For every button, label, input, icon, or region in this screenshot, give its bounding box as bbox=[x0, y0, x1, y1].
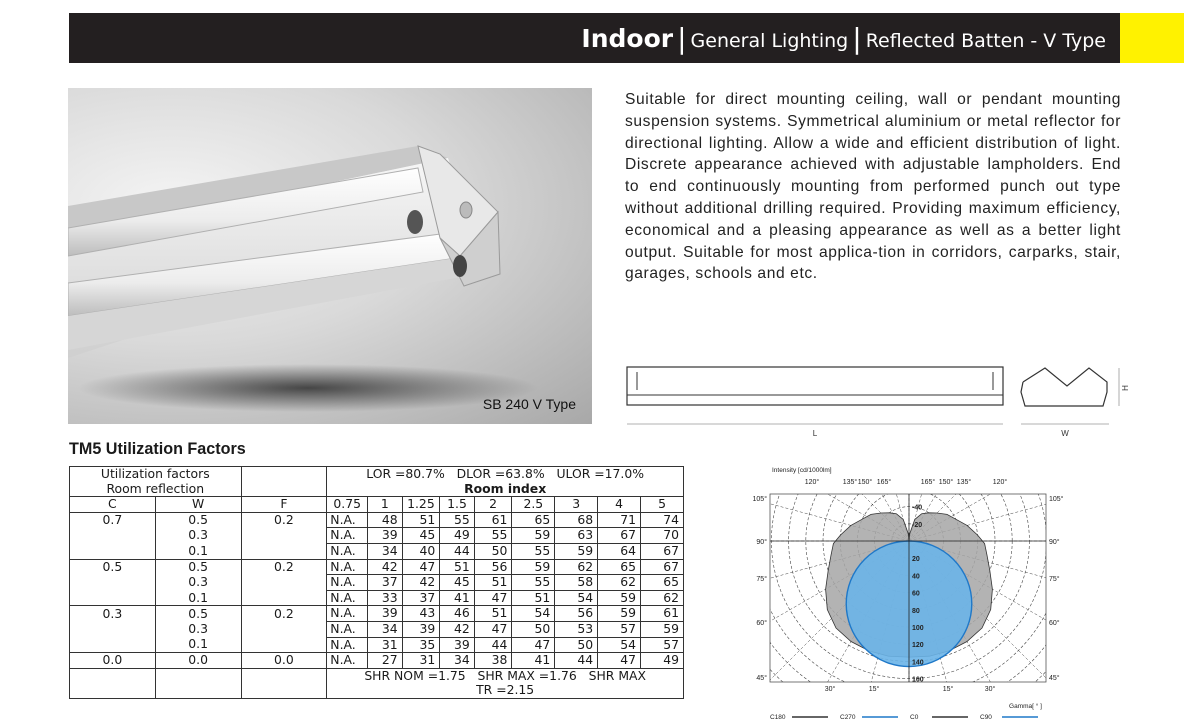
table-cell: 59 bbox=[555, 543, 598, 559]
table-cell: 0.3 bbox=[70, 606, 156, 622]
table-cell: N.A. bbox=[327, 606, 368, 622]
length-label: L bbox=[812, 429, 818, 438]
header-utilization-factors: Utilization factors bbox=[70, 467, 242, 482]
title-main: Indoor bbox=[581, 24, 674, 53]
table-cell: 57 bbox=[641, 637, 684, 653]
table-cell: N.A. bbox=[327, 559, 368, 575]
legend-label: C90 bbox=[980, 714, 992, 721]
table-cell: N.A. bbox=[327, 512, 368, 528]
title-separator: | bbox=[677, 22, 687, 55]
table-cell: 59 bbox=[512, 559, 555, 575]
table-cell: 50 bbox=[512, 621, 555, 637]
angle-label: 135° bbox=[842, 479, 858, 486]
table-cell: 42 bbox=[368, 559, 403, 575]
table-column-headers bbox=[70, 497, 684, 513]
table-cell: 61 bbox=[474, 512, 512, 528]
radial-label: 100 bbox=[912, 625, 924, 632]
table-cell: 47 bbox=[598, 653, 641, 669]
room-index-cell: 2 bbox=[474, 497, 512, 513]
dimension-drawing bbox=[625, 360, 1135, 440]
title-bar bbox=[69, 13, 1120, 63]
title-separator: | bbox=[852, 22, 862, 55]
legend-label: C180 bbox=[770, 714, 786, 721]
radial-label: 20 bbox=[912, 556, 920, 564]
table-cell: 55 bbox=[512, 575, 555, 591]
table-cell: 48 bbox=[368, 512, 403, 528]
table-cell: 34 bbox=[368, 621, 403, 637]
page-title bbox=[581, 13, 1106, 63]
angle-label: 150° bbox=[938, 479, 954, 486]
tm5-title: TM5 Utilization Factors bbox=[69, 439, 246, 458]
col-w-header: W bbox=[155, 497, 241, 513]
height-label: H bbox=[1121, 385, 1130, 391]
table-cell: 34 bbox=[368, 543, 403, 559]
table-cell: 74 bbox=[641, 512, 684, 528]
angle-label: 135° bbox=[956, 479, 972, 486]
table-cell: 51 bbox=[512, 590, 555, 606]
angle-label: 165° bbox=[920, 479, 936, 486]
table-cell: 54 bbox=[512, 606, 555, 622]
table-row bbox=[70, 559, 684, 575]
angle-label: 75° bbox=[1049, 576, 1060, 583]
table-cell: 44 bbox=[440, 543, 475, 559]
table-cell: 59 bbox=[598, 606, 641, 622]
angle-label: 30° bbox=[824, 686, 836, 693]
table-cell: 0.5 bbox=[155, 512, 241, 528]
table-cell: 35 bbox=[402, 637, 440, 653]
table-cell: 68 bbox=[555, 512, 598, 528]
table-cell: 41 bbox=[440, 590, 475, 606]
table-row bbox=[70, 512, 684, 528]
angle-label: 60° bbox=[1049, 620, 1060, 627]
table-cell: 65 bbox=[598, 559, 641, 575]
table-row bbox=[70, 528, 684, 544]
table-cell: N.A. bbox=[327, 528, 368, 544]
table-cell: 41 bbox=[512, 653, 555, 669]
utilization-factors-table bbox=[69, 466, 684, 699]
table-cell: 55 bbox=[512, 543, 555, 559]
table-cell bbox=[70, 543, 156, 559]
table-cell: 70 bbox=[641, 528, 684, 544]
table-cell: 62 bbox=[641, 590, 684, 606]
room-index-cell: 0.75 bbox=[327, 497, 368, 513]
table-cell: 0.1 bbox=[155, 637, 241, 653]
table-cell: N.A. bbox=[327, 621, 368, 637]
table-cell: N.A. bbox=[327, 575, 368, 591]
table-cell: 62 bbox=[598, 575, 641, 591]
table-cell bbox=[241, 590, 327, 606]
table-cell: 0.5 bbox=[155, 606, 241, 622]
table-cell bbox=[241, 543, 327, 559]
table-cell: 44 bbox=[474, 637, 512, 653]
table-cell: 0.3 bbox=[155, 575, 241, 591]
radial-label: 160 bbox=[912, 676, 924, 684]
table-cell: 27 bbox=[368, 653, 403, 669]
batten-side-view bbox=[627, 367, 1003, 405]
table-row bbox=[70, 590, 684, 606]
table-cell: 71 bbox=[598, 512, 641, 528]
radial-label: -40 bbox=[912, 504, 923, 512]
product-photo bbox=[68, 88, 592, 424]
table-cell: 33 bbox=[368, 590, 403, 606]
header-room-reflection: Room reflection bbox=[70, 482, 242, 497]
yellow-accent-block bbox=[1120, 13, 1184, 63]
table-cell: 0.3 bbox=[155, 621, 241, 637]
radial-label: -20 bbox=[912, 521, 923, 529]
angle-label: 30° bbox=[984, 686, 996, 693]
table-cell: 56 bbox=[555, 606, 598, 622]
table-cell: 47 bbox=[402, 559, 440, 575]
angle-label: 15° bbox=[868, 686, 880, 693]
angle-label: 105° bbox=[752, 496, 767, 503]
table-footer-row bbox=[70, 683, 684, 698]
table-cell: 43 bbox=[402, 606, 440, 622]
col-c-header: C bbox=[70, 497, 156, 513]
table-cell: 58 bbox=[555, 575, 598, 591]
angle-label: 120° bbox=[992, 479, 1008, 486]
table-cell: 40 bbox=[402, 543, 440, 559]
angle-label: 60° bbox=[756, 620, 767, 627]
table-cell: 67 bbox=[641, 543, 684, 559]
room-index-cell: 1.5 bbox=[440, 497, 475, 513]
radial-label: 120 bbox=[912, 642, 924, 650]
table-cell: 55 bbox=[440, 512, 475, 528]
table-cell: 65 bbox=[641, 575, 684, 591]
table-cell: 0.5 bbox=[70, 559, 156, 575]
table-cell: N.A. bbox=[327, 653, 368, 669]
footer-tr: TR =2.15 bbox=[327, 683, 684, 698]
angle-label: 165° bbox=[876, 479, 892, 486]
table-cell: 50 bbox=[555, 637, 598, 653]
table-cell bbox=[70, 590, 156, 606]
table-cell: 37 bbox=[402, 590, 440, 606]
table-cell: 38 bbox=[474, 653, 512, 669]
angle-label: 90° bbox=[756, 539, 767, 546]
table-footer-row bbox=[70, 668, 684, 683]
table-cell: 47 bbox=[512, 637, 555, 653]
room-index-cell: 4 bbox=[598, 497, 641, 513]
table-row bbox=[70, 621, 684, 637]
table-cell: 37 bbox=[368, 575, 403, 591]
table-cell: 47 bbox=[474, 621, 512, 637]
table-cell: 0.2 bbox=[241, 512, 327, 528]
table-cell: 0.3 bbox=[155, 528, 241, 544]
title-product: Reflected Batten - V Type bbox=[865, 30, 1106, 52]
angle-label: 45° bbox=[1049, 675, 1060, 682]
table-cell: N.A. bbox=[327, 637, 368, 653]
angle-label: 15° bbox=[942, 686, 954, 693]
table-cell: 42 bbox=[440, 621, 475, 637]
table-cell: 31 bbox=[402, 653, 440, 669]
table-cell: 50 bbox=[474, 543, 512, 559]
header-light-output-ratios: LOR =80.7% DLOR =63.8% ULOR =17.0% bbox=[327, 467, 684, 482]
header-room-index: Room index bbox=[327, 482, 684, 497]
table-cell: N.A. bbox=[327, 543, 368, 559]
angle-label: 90° bbox=[1049, 539, 1060, 546]
angle-label: 105° bbox=[1049, 496, 1064, 503]
table-cell: 53 bbox=[555, 621, 598, 637]
table-cell: 0.0 bbox=[155, 653, 241, 669]
room-index-cell: 1 bbox=[368, 497, 403, 513]
table-cell: 54 bbox=[598, 637, 641, 653]
table-cell: 39 bbox=[402, 621, 440, 637]
batten-section-view bbox=[1021, 368, 1107, 406]
photo-caption: SB 240 V Type bbox=[482, 396, 576, 412]
table-cell: 45 bbox=[402, 528, 440, 544]
table-cell: 46 bbox=[440, 606, 475, 622]
table-cell: 54 bbox=[555, 590, 598, 606]
table-header-row bbox=[70, 482, 684, 497]
table-cell: 62 bbox=[555, 559, 598, 575]
polar-light-distribution-diagram bbox=[752, 464, 1072, 723]
batten-luminaire-image bbox=[68, 88, 592, 424]
table-cell: 0.0 bbox=[70, 653, 156, 669]
table-cell bbox=[70, 528, 156, 544]
table-cell bbox=[70, 575, 156, 591]
table-cell: 45 bbox=[440, 575, 475, 591]
angle-label: 75° bbox=[756, 576, 767, 583]
legend-label: C270 bbox=[840, 714, 856, 721]
table-row bbox=[70, 637, 684, 653]
table-cell: 44 bbox=[555, 653, 598, 669]
table-cell: 63 bbox=[555, 528, 598, 544]
angle-label: 45° bbox=[756, 675, 767, 682]
table-row bbox=[70, 575, 684, 591]
table-cell bbox=[241, 621, 327, 637]
table-cell bbox=[70, 621, 156, 637]
radial-label: 60 bbox=[912, 590, 920, 598]
table-cell: 64 bbox=[598, 543, 641, 559]
table-cell: 31 bbox=[368, 637, 403, 653]
table-cell: 65 bbox=[512, 512, 555, 528]
table-row bbox=[70, 653, 684, 669]
table-cell: 39 bbox=[440, 637, 475, 653]
room-index-cell: 3 bbox=[555, 497, 598, 513]
table-cell: 56 bbox=[474, 559, 512, 575]
room-index-cell: 2.5 bbox=[512, 497, 555, 513]
angle-label: 120° bbox=[804, 479, 820, 486]
table-cell: 51 bbox=[474, 606, 512, 622]
table-cell: 67 bbox=[641, 559, 684, 575]
table-cell bbox=[241, 575, 327, 591]
table-row bbox=[70, 606, 684, 622]
width-label: W bbox=[1061, 429, 1069, 438]
table-cell: 51 bbox=[474, 575, 512, 591]
room-index-cell: 5 bbox=[641, 497, 684, 513]
table-cell: 42 bbox=[402, 575, 440, 591]
table-row bbox=[70, 543, 684, 559]
table-cell: 61 bbox=[641, 606, 684, 622]
legend-label: C0 bbox=[910, 714, 919, 721]
table-cell: N.A. bbox=[327, 590, 368, 606]
radial-label: 80 bbox=[912, 607, 920, 615]
table-cell: 49 bbox=[641, 653, 684, 669]
table-cell: 55 bbox=[474, 528, 512, 544]
table-cell: 51 bbox=[440, 559, 475, 575]
radial-label: 140 bbox=[912, 659, 924, 667]
intensity-label: Intensity [cd/1000lm] bbox=[772, 467, 832, 474]
table-cell: 67 bbox=[598, 528, 641, 544]
product-description: Suitable for direct mounting ceiling, wall or pendant mounting suspension systems. Symmetrical aluminium or metal reflector for directional lighting. Allow a wide and efficient distribution of light. Discrete appearance achieved with adjustable lampholders. End to end continuously mounting from performed punch out type without additional drilling required. Providing maximum efficiency, economical and a pleasing appearance as well as a better light output. Suitable for most applica-tion in corridors, carparks, stair, garages, schools and etc. bbox=[625, 91, 1121, 283]
table-cell bbox=[241, 528, 327, 544]
table-header-row bbox=[70, 467, 684, 482]
gamma-label: Gamma[ ° ] bbox=[1009, 703, 1042, 710]
table-cell: 0.5 bbox=[155, 559, 241, 575]
footer-shr: SHR NOM =1.75 SHR MAX =1.76 SHR MAX bbox=[327, 668, 684, 683]
table-cell: 47 bbox=[474, 590, 512, 606]
table-cell: 51 bbox=[402, 512, 440, 528]
table-cell: 34 bbox=[440, 653, 475, 669]
room-index-cell: 1.25 bbox=[402, 497, 440, 513]
table-cell: 59 bbox=[512, 528, 555, 544]
radial-label: 40 bbox=[912, 573, 920, 581]
col-f-header: F bbox=[241, 497, 327, 513]
table-cell: 59 bbox=[598, 590, 641, 606]
table-cell: 39 bbox=[368, 528, 403, 544]
table-cell: 0.2 bbox=[241, 559, 327, 575]
table-cell: 0.0 bbox=[241, 653, 327, 669]
title-category: General Lighting bbox=[690, 30, 849, 52]
table-cell: 0.1 bbox=[155, 590, 241, 606]
table-cell: 0.1 bbox=[155, 543, 241, 559]
table-cell: 0.2 bbox=[241, 606, 327, 622]
table-cell: 57 bbox=[598, 621, 641, 637]
table-cell: 49 bbox=[440, 528, 475, 544]
table-cell: 0.7 bbox=[70, 512, 156, 528]
table-cell bbox=[70, 637, 156, 653]
angle-label: 150° bbox=[857, 479, 873, 486]
table-cell bbox=[241, 637, 327, 653]
table-cell: 39 bbox=[368, 606, 403, 622]
table-cell: 59 bbox=[641, 621, 684, 637]
